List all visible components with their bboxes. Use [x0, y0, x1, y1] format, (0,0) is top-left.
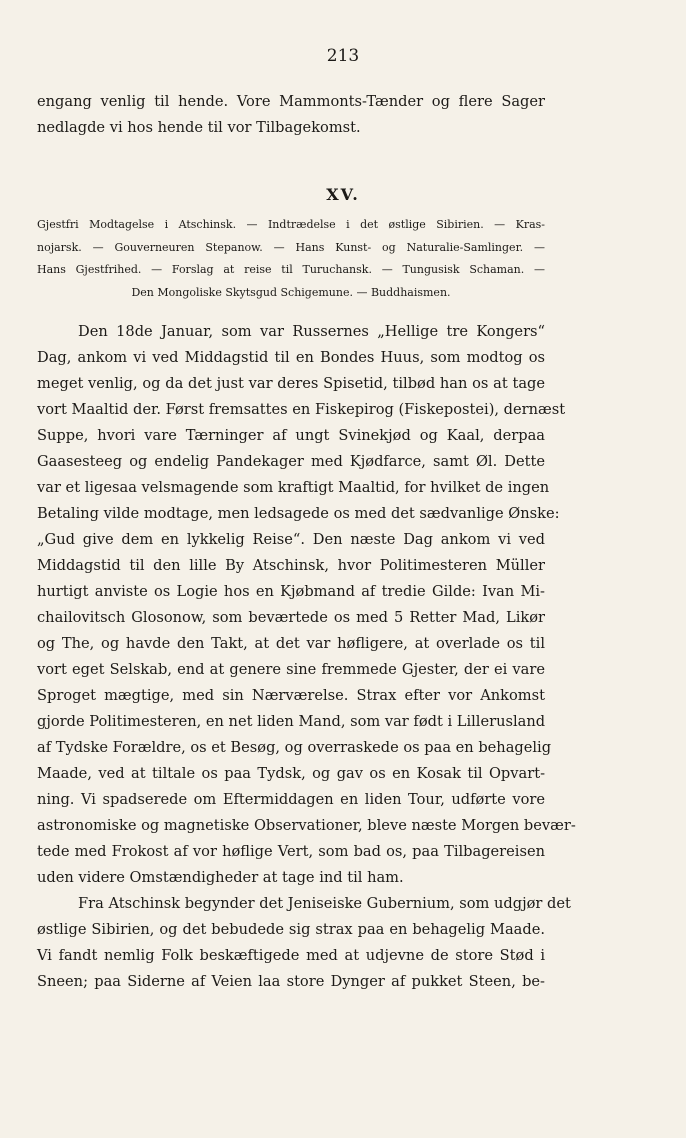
text-line: Maade, ved at tiltale os paa Tydsk, og gav os en Kosak til Opvart- — [37, 765, 545, 782]
text-line: Den 18de Januar, som var Russernes „Hellige tre Kongers“ — [78, 323, 545, 340]
chapter-heading: XV. — [326, 185, 360, 204]
page-number: 213 — [326, 46, 360, 66]
chapter-summary-line: nojarsk. — Gouverneuren Stepanow. — Hans Kunst- og Naturalie-Samlinger. — — [37, 241, 545, 254]
text-line: astronomiske og magnetiske Observationer, bleve næste Morgen bevær- — [37, 817, 576, 834]
text-line: ning. Vi spadserede om Eftermiddagen en liden Tour, udførte vore — [37, 791, 545, 808]
text-line: Fra Atschinsk begynder det Jeniseiske Gubernium, som udgjør det — [78, 895, 571, 912]
text-line: Betaling vilde modtage, men ledsagede os med det sædvanlige Ønske: — [37, 505, 560, 522]
text-line: gjorde Politimesteren, en net liden Mand, som var født i Lillerusland — [37, 713, 546, 730]
text-line: var et ligesaa velsmagende som kraftigt Maaltid, for hvilket de ingen — [37, 479, 550, 496]
text-line: Vi fandt nemlig Folk beskæftigede med at udjevne de store Stød i — [37, 947, 545, 964]
text-line: nedlagde vi hos hende til vor Tilbagekomst. — [37, 119, 361, 136]
text-line: Dag, ankom vi ved Middagstid til en Bondes Huus, som modtog os — [37, 349, 545, 366]
text-line: meget venlig, og da det just var deres Spisetid, tilbød han os at tage — [37, 375, 545, 392]
text-line: og The, og havde den Takt, at det var høfligere, at overlade os til — [37, 635, 545, 652]
chapter-summary-line: Hans Gjestfrihed. — Forslag at reise til Turuchansk. — Tungusisk Schaman. — — [37, 263, 545, 276]
text-line: uden videre Omstændigheder at tage ind til ham. — [37, 869, 404, 886]
text-line: engang venlig til hende. Vore Mammonts-Tænder og flere Sager — [37, 93, 545, 110]
text-line: østlige Sibirien, og det bebudede sig strax paa en behagelig Maade. — [37, 921, 545, 938]
text-line: Middagstid til den lille By Atschinsk, hvor Politimesteren Müller — [37, 557, 545, 574]
text-line: hurtigt anviste os Logie hos en Kjøbmand af tredie Gilde: Ivan Mi- — [37, 583, 545, 600]
text-line: af Tydske Forældre, os et Besøg, og overraskede os paa en behagelig — [37, 739, 552, 756]
text-line: „Gud give dem en lykkelig Reise“. Den næste Dag ankom vi ved — [37, 531, 545, 548]
text-line: tede med Frokost af vor høflige Vert, som bad os, paa Tilbagereisen — [37, 843, 545, 860]
text-line: vort Maaltid der. Først fremsattes en Fiskepirog (Fiskepostei), dernæst — [37, 401, 566, 418]
chapter-summary-line: Den Mongoliske Skytsgud Schigemune. — Buddhaismen. — [131, 286, 451, 299]
text-line: vort eget Selskab, end at genere sine fremmede Gjester, der ei vare — [37, 661, 545, 678]
text-line: Suppe, hvori vare Tærninger af ungt Svinekjød og Kaal, derpaa — [37, 427, 545, 444]
text-line: Gaasesteeg og endelig Pandekager med Kjødfarce, samt Øl. Dette — [37, 453, 545, 470]
text-line: chailovitsch Glosonow, som beværtede os med 5 Retter Mad, Likør — [37, 609, 545, 626]
text-line: Sneen; paa Siderne af Veien laa store Dynger af pukket Steen, be- — [37, 973, 545, 990]
text-line: Sproget mægtige, med sin Nærværelse. Strax efter vor Ankomst — [37, 687, 545, 704]
chapter-summary-line: Gjestfri Modtagelse i Atschinsk. — Indtrædelse i det østlige Sibirien. — Kras- — [37, 218, 545, 231]
